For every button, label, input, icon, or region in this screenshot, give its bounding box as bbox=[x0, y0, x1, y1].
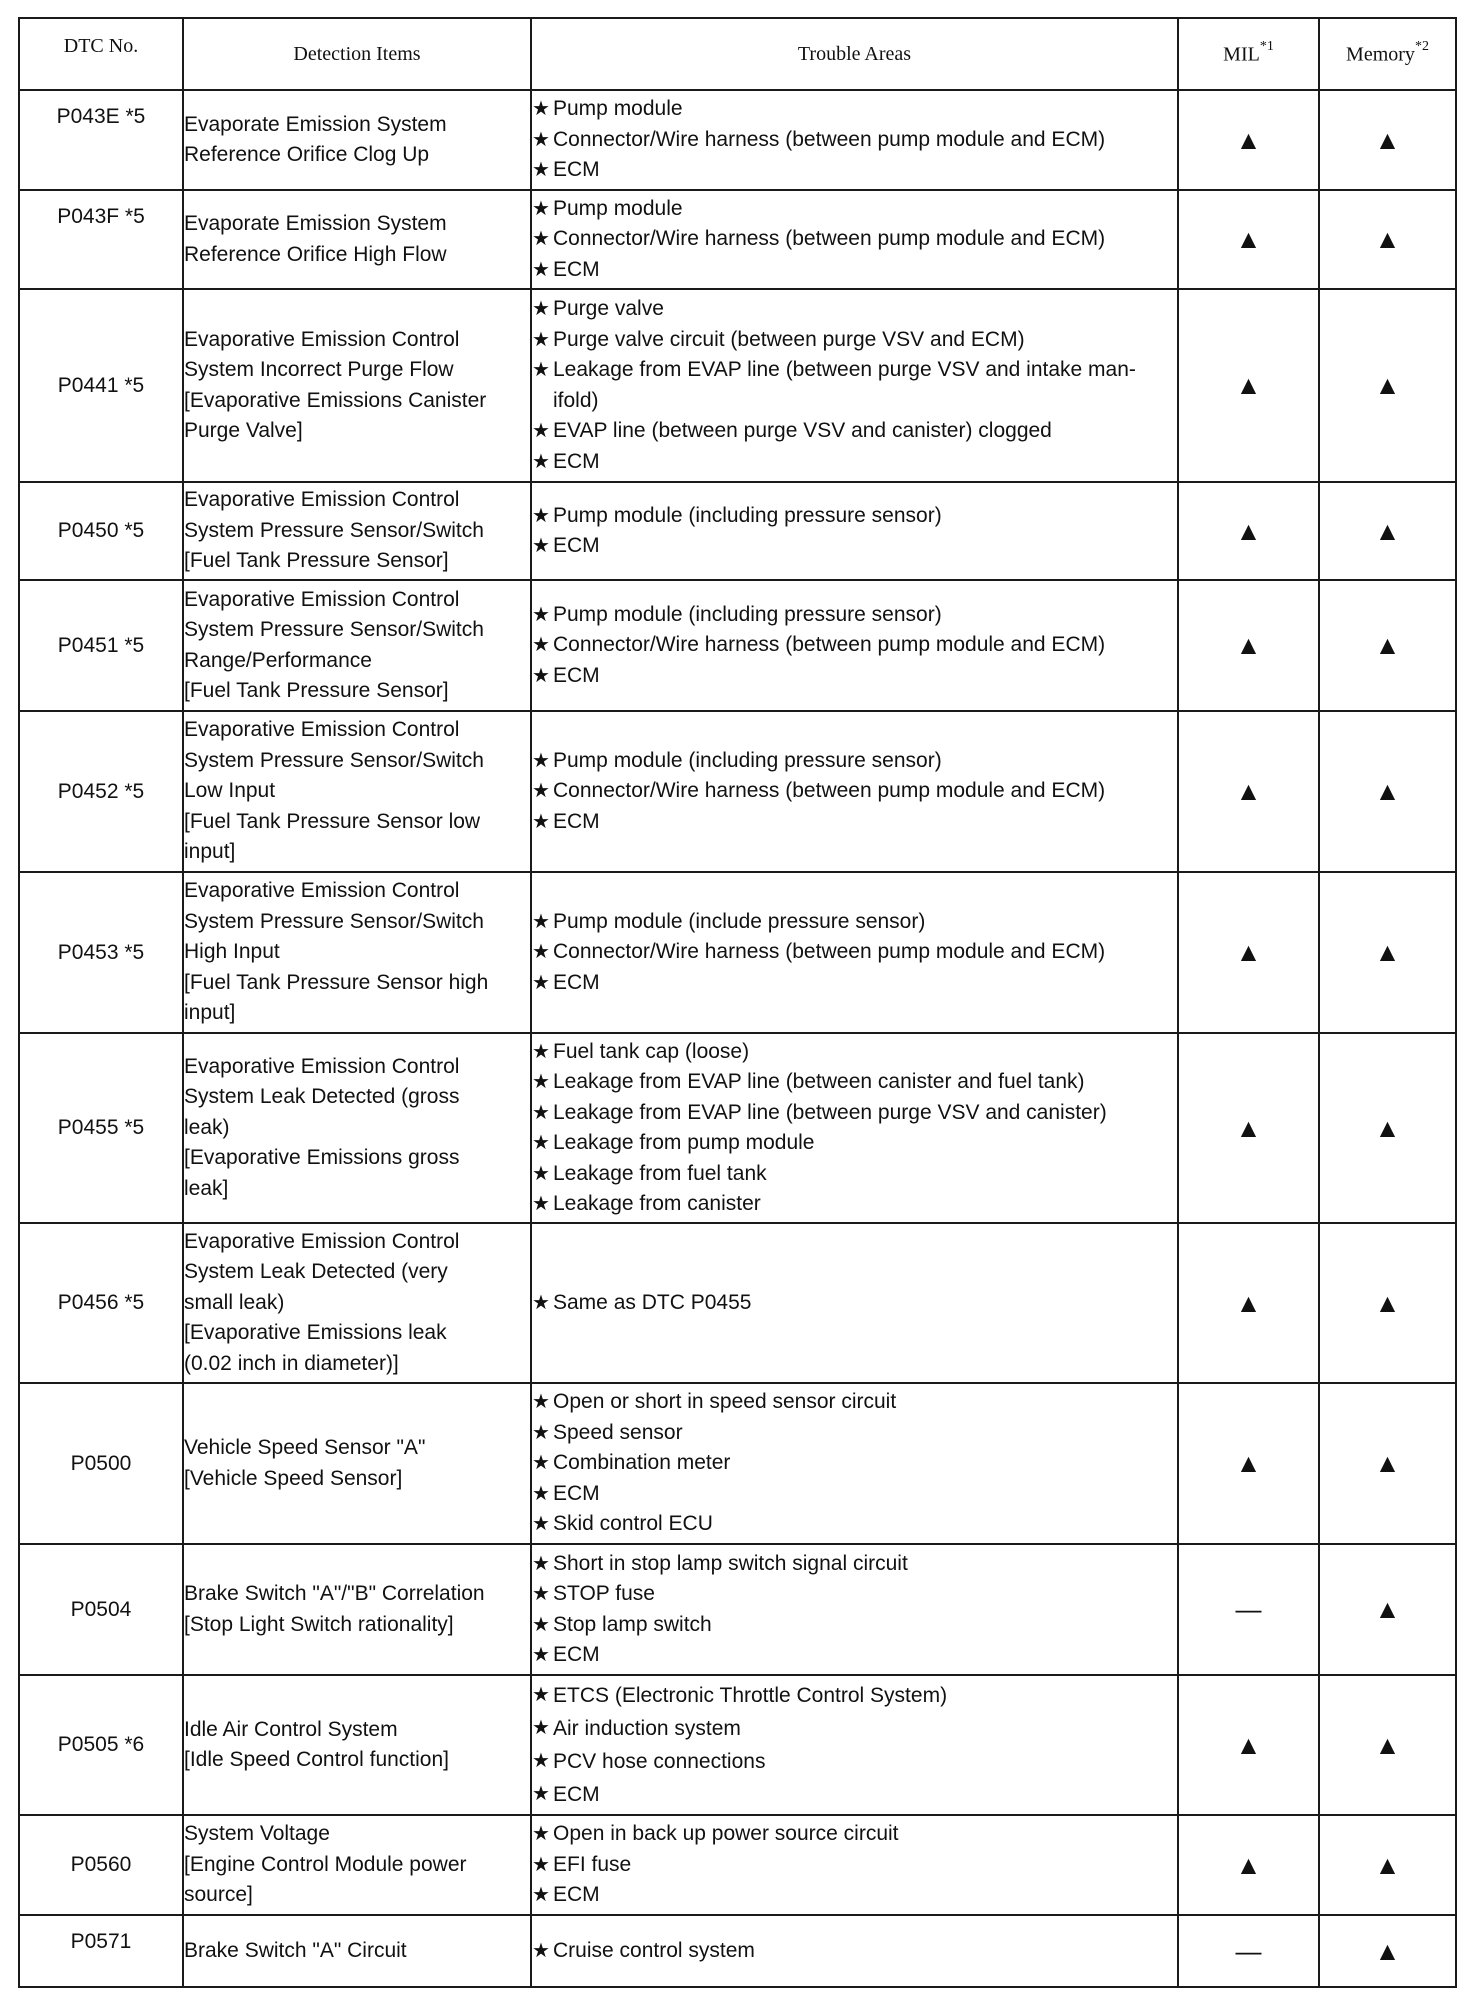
triangle-icon: ▲ bbox=[1235, 1849, 1262, 1880]
dtc-code: P0450 *5 bbox=[19, 482, 183, 580]
table-row bbox=[19, 482, 1456, 580]
detection-line: (0.02 inch in diameter)] bbox=[184, 1351, 399, 1375]
trouble-area-item: ★ Connector/Wire harness (between pump module and ECM) bbox=[532, 125, 1177, 156]
detection-line: [Idle Speed Control function] bbox=[184, 1748, 450, 1771]
triangle-icon: ▲ bbox=[1374, 224, 1401, 254]
triangle-icon: ▲ bbox=[1374, 1849, 1401, 1880]
table-row bbox=[19, 190, 1456, 289]
trouble-area-list bbox=[532, 1679, 1177, 1811]
detection-item bbox=[183, 289, 531, 482]
trouble-area-list bbox=[532, 94, 1177, 186]
detection-item bbox=[183, 1223, 531, 1383]
triangle-icon: ▲ bbox=[1235, 1287, 1262, 1318]
dash-icon: — bbox=[1235, 1594, 1262, 1624]
dtc-table bbox=[18, 17, 1457, 1988]
trouble-area-item: ★ Connector/Wire harness (between pump module and ECM) bbox=[532, 776, 1177, 807]
dtc-code: P0455 *5 bbox=[19, 1033, 183, 1223]
detection-line: Reference Orifice High Flow bbox=[184, 242, 447, 266]
trouble-area-item: ★ Leakage from fuel tank bbox=[532, 1159, 1177, 1190]
triangle-icon: ▲ bbox=[1374, 1112, 1401, 1143]
trouble-areas bbox=[531, 1544, 1178, 1675]
table-row bbox=[19, 1915, 1456, 1987]
memory-indicator bbox=[1319, 580, 1456, 711]
memory-footnote-ref: *2 bbox=[1414, 38, 1429, 54]
triangle-icon: ▲ bbox=[1374, 1287, 1401, 1318]
triangle-icon: ▲ bbox=[1235, 1448, 1262, 1478]
table-row bbox=[19, 1383, 1456, 1544]
trouble-areas bbox=[531, 580, 1178, 711]
mil-indicator bbox=[1178, 1033, 1319, 1223]
detection-line: High Input bbox=[184, 940, 280, 964]
trouble-area-item: ★ Short in stop lamp switch signal circuit bbox=[532, 1549, 1177, 1580]
detection-item bbox=[183, 482, 531, 580]
detection-line: Evaporative Emission Control bbox=[184, 488, 460, 512]
mil-indicator bbox=[1178, 1223, 1319, 1383]
triangle-icon: ▲ bbox=[1374, 630, 1401, 660]
trouble-area-item: ★ Open or short in speed sensor circuit bbox=[532, 1387, 1177, 1418]
triangle-icon: ▲ bbox=[1235, 370, 1262, 400]
trouble-area-list bbox=[532, 1037, 1177, 1220]
trouble-area-item: ★ Fuel tank cap (loose) bbox=[532, 1037, 1177, 1068]
table-row bbox=[19, 1033, 1456, 1223]
detection-line: Idle Air Control System bbox=[184, 1717, 398, 1741]
table-row bbox=[19, 580, 1456, 711]
trouble-areas bbox=[531, 190, 1178, 289]
mil-indicator bbox=[1178, 1675, 1319, 1815]
dtc-code: P0453 *5 bbox=[19, 872, 183, 1033]
mil-indicator bbox=[1178, 872, 1319, 1033]
detection-line: [Fuel Tank Pressure Sensor low bbox=[184, 809, 481, 833]
detection-line: leak) bbox=[184, 1115, 230, 1139]
memory-indicator bbox=[1319, 1815, 1456, 1915]
detection-line: Evaporative Emission Control bbox=[184, 1229, 460, 1253]
header-trouble-areas: Trouble Areas bbox=[531, 18, 1178, 90]
detection-line: System Leak Detected (gross bbox=[184, 1085, 460, 1109]
mil-indicator bbox=[1178, 190, 1319, 289]
trouble-area-item: ★ ETCS (Electronic Throttle Control System) bbox=[532, 1679, 1177, 1712]
mil-footnote-ref: *1 bbox=[1259, 38, 1274, 54]
detection-line: [Stop Light Switch rationality] bbox=[184, 1612, 454, 1636]
trouble-area-item: ★ ECM bbox=[532, 807, 1177, 838]
header-detection-items: Detection Items bbox=[183, 18, 531, 90]
trouble-area-item: ★ ECM bbox=[532, 447, 1177, 478]
mil-indicator bbox=[1178, 1915, 1319, 1987]
triangle-icon: ▲ bbox=[1374, 1729, 1401, 1760]
detection-line: System Pressure Sensor/Switch bbox=[184, 748, 484, 772]
detection-line: source] bbox=[184, 1883, 253, 1907]
mil-indicator bbox=[1178, 711, 1319, 872]
trouble-area-item: ★ Pump module (include pressure sensor) bbox=[532, 907, 1177, 938]
trouble-area-list bbox=[532, 501, 1177, 562]
detection-line: [Vehicle Speed Sensor] bbox=[184, 1466, 403, 1490]
detection-line: Evaporative Emission Control bbox=[184, 587, 460, 611]
dtc-code: P0504 bbox=[19, 1544, 183, 1675]
trouble-areas bbox=[531, 1675, 1178, 1815]
trouble-area-item: ★ Connector/Wire harness (between pump module and ECM) bbox=[532, 937, 1177, 968]
trouble-area-item: ★ ECM bbox=[532, 155, 1177, 186]
trouble-area-item: ★ Connector/Wire harness (between pump module and ECM) bbox=[532, 630, 1177, 661]
trouble-area-item: ★ Open in back up power source circuit bbox=[532, 1819, 1177, 1850]
detection-line: input] bbox=[184, 1001, 236, 1025]
trouble-area-list bbox=[532, 907, 1177, 999]
memory-indicator bbox=[1319, 1915, 1456, 1987]
trouble-area-item: ★ Speed sensor bbox=[532, 1418, 1177, 1449]
memory-indicator bbox=[1319, 1544, 1456, 1675]
memory-indicator bbox=[1319, 872, 1456, 1033]
dtc-code: P0560 bbox=[19, 1815, 183, 1915]
detection-item bbox=[183, 711, 531, 872]
detection-item bbox=[183, 1675, 531, 1815]
trouble-area-item: ★ Pump module bbox=[532, 94, 1177, 125]
detection-line: Evaporate Emission System bbox=[184, 212, 447, 235]
trouble-area-item: ★ Pump module (including pressure sensor) bbox=[532, 746, 1177, 777]
trouble-area-item: ★ ECM bbox=[532, 968, 1177, 999]
detection-line: input] bbox=[184, 840, 236, 864]
trouble-area-list bbox=[532, 294, 1177, 477]
detection-item bbox=[183, 1815, 531, 1915]
dtc-code: P0456 *5 bbox=[19, 1223, 183, 1383]
trouble-area-item: ★ Leakage from pump module bbox=[532, 1128, 1177, 1159]
trouble-areas bbox=[531, 711, 1178, 872]
detection-line: System Incorrect Purge Flow bbox=[184, 358, 454, 381]
detection-line: System Pressure Sensor/Switch bbox=[184, 518, 484, 542]
trouble-areas bbox=[531, 90, 1178, 190]
trouble-area-item: ★ Same as DTC P0455 bbox=[532, 1288, 1177, 1319]
mil-indicator bbox=[1178, 482, 1319, 580]
dtc-code: P0571 bbox=[19, 1915, 183, 1987]
trouble-areas bbox=[531, 1223, 1178, 1383]
trouble-area-item: ★ Cruise control system bbox=[532, 1936, 1177, 1967]
trouble-area-item: ★ Stop lamp switch bbox=[532, 1610, 1177, 1641]
trouble-area-item: ★ ECM bbox=[532, 1640, 1177, 1671]
dtc-code: P0441 *5 bbox=[19, 289, 183, 482]
dtc-code: P0451 *5 bbox=[19, 580, 183, 711]
detection-line: [Fuel Tank Pressure Sensor] bbox=[184, 679, 449, 702]
detection-line: Evaporative Emission Control bbox=[184, 327, 460, 351]
trouble-area-item: ★ Pump module (including pressure sensor) bbox=[532, 501, 1177, 532]
mil-indicator bbox=[1178, 1383, 1319, 1544]
table-row bbox=[19, 1544, 1456, 1675]
trouble-area-list bbox=[532, 1387, 1177, 1540]
memory-indicator bbox=[1319, 190, 1456, 289]
table-row bbox=[19, 1223, 1456, 1383]
trouble-area-item: ★ ECM bbox=[532, 1778, 1177, 1811]
memory-indicator bbox=[1319, 1223, 1456, 1383]
trouble-area-item: ★ EVAP line (between purge VSV and canister) clogged bbox=[532, 416, 1177, 447]
memory-indicator bbox=[1319, 289, 1456, 482]
header-row bbox=[19, 18, 1456, 90]
detection-line: Reference Orifice Clog Up bbox=[184, 143, 430, 166]
trouble-areas bbox=[531, 1915, 1178, 1987]
table-row bbox=[19, 289, 1456, 482]
table-row bbox=[19, 1675, 1456, 1815]
memory-indicator bbox=[1319, 711, 1456, 872]
trouble-areas bbox=[531, 1033, 1178, 1223]
triangle-icon: ▲ bbox=[1235, 776, 1262, 806]
trouble-area-item: ★ STOP fuse bbox=[532, 1579, 1177, 1610]
detection-line: [Evaporative Emissions leak bbox=[184, 1321, 447, 1345]
detection-line: System Leak Detected (very bbox=[184, 1260, 448, 1284]
trouble-areas bbox=[531, 1383, 1178, 1544]
trouble-area-item: ★ ECM bbox=[532, 255, 1177, 286]
table-row bbox=[19, 711, 1456, 872]
triangle-icon: ▲ bbox=[1374, 1594, 1401, 1624]
triangle-icon: ▲ bbox=[1235, 124, 1262, 155]
triangle-icon: ▲ bbox=[1235, 1112, 1262, 1143]
header-dtc-no: DTC No. bbox=[19, 18, 183, 90]
detection-item bbox=[183, 872, 531, 1033]
trouble-area-item: ★ EFI fuse bbox=[532, 1850, 1177, 1881]
triangle-icon: ▲ bbox=[1235, 224, 1262, 254]
detection-item bbox=[183, 1383, 531, 1544]
trouble-area-list bbox=[532, 194, 1177, 286]
detection-line: Vehicle Speed Sensor "A" bbox=[184, 1436, 426, 1459]
detection-line: Low Input bbox=[184, 779, 276, 803]
trouble-area-list bbox=[532, 746, 1177, 838]
detection-line: [Fuel Tank Pressure Sensor high bbox=[184, 970, 489, 994]
trouble-area-item: ★ Purge valve circuit (between purge VSV and ECM) bbox=[532, 325, 1177, 356]
detection-item bbox=[183, 580, 531, 711]
table-row bbox=[19, 90, 1456, 190]
detection-line: Brake Switch "A"/"B" Correlation bbox=[184, 1582, 485, 1605]
detection-line: Evaporative Emission Control bbox=[184, 718, 460, 742]
trouble-area-item: ★ Leakage from canister bbox=[532, 1189, 1177, 1220]
trouble-area-list bbox=[532, 1936, 1177, 1967]
dtc-code: P043F *5 bbox=[19, 190, 183, 289]
detection-item bbox=[183, 90, 531, 190]
triangle-icon: ▲ bbox=[1374, 937, 1401, 967]
trouble-area-list bbox=[532, 1288, 1177, 1319]
trouble-area-item: ★ Leakage from EVAP line (between purge VSV and canister) bbox=[532, 1098, 1177, 1129]
trouble-areas bbox=[531, 289, 1178, 482]
trouble-area-item: ★ Leakage from EVAP line (between canister and fuel tank) bbox=[532, 1067, 1177, 1098]
triangle-icon: ▲ bbox=[1235, 1729, 1262, 1760]
memory-indicator bbox=[1319, 1675, 1456, 1815]
detection-line: Purge Valve] bbox=[184, 419, 303, 442]
detection-line: Brake Switch "A" Circuit bbox=[184, 1938, 407, 1962]
dash-icon: — bbox=[1235, 1935, 1262, 1966]
trouble-area-item: ★ ECM bbox=[532, 661, 1177, 692]
trouble-area-item: ★ Purge valve bbox=[532, 294, 1177, 325]
trouble-areas bbox=[531, 1815, 1178, 1915]
triangle-icon: ▲ bbox=[1374, 370, 1401, 400]
trouble-area-item: ★ Connector/Wire harness (between pump module and ECM) bbox=[532, 224, 1177, 255]
dtc-code: P043E *5 bbox=[19, 90, 183, 190]
mil-indicator bbox=[1178, 1815, 1319, 1915]
header-memory: Memory$^{*2}$ bbox=[1319, 18, 1456, 90]
table-row bbox=[19, 1815, 1456, 1915]
detection-line: System Pressure Sensor/Switch bbox=[184, 618, 484, 641]
mil-indicator bbox=[1178, 289, 1319, 482]
mil-indicator bbox=[1178, 1544, 1319, 1675]
detection-line: leak] bbox=[184, 1176, 229, 1200]
triangle-icon: ▲ bbox=[1374, 776, 1401, 806]
detection-line: small leak) bbox=[184, 1290, 285, 1314]
detection-line: Evaporate Emission System bbox=[184, 112, 447, 136]
detection-line: [Fuel Tank Pressure Sensor] bbox=[184, 549, 449, 573]
triangle-icon: ▲ bbox=[1374, 515, 1401, 546]
trouble-area-item: ★ Pump module (including pressure sensor) bbox=[532, 600, 1177, 631]
detection-line: System Pressure Sensor/Switch bbox=[184, 909, 484, 933]
mil-indicator bbox=[1178, 580, 1319, 711]
trouble-areas bbox=[531, 872, 1178, 1033]
dtc-code: P0505 *6 bbox=[19, 1675, 183, 1815]
header-mil: MIL$^{*1}$ bbox=[1178, 18, 1319, 90]
triangle-icon: ▲ bbox=[1374, 1935, 1401, 1966]
detection-item bbox=[183, 1033, 531, 1223]
triangle-icon: ▲ bbox=[1374, 124, 1401, 155]
memory-indicator bbox=[1319, 1383, 1456, 1544]
detection-item bbox=[183, 1915, 531, 1987]
detection-line: Evaporative Emission Control bbox=[184, 1054, 460, 1078]
trouble-area-list bbox=[532, 1819, 1177, 1911]
trouble-area-item: ★ Skid control ECU bbox=[532, 1509, 1177, 1540]
mil-indicator bbox=[1178, 90, 1319, 190]
detection-item bbox=[183, 190, 531, 289]
triangle-icon: ▲ bbox=[1235, 630, 1262, 660]
detection-line: [Engine Control Module power bbox=[184, 1852, 467, 1876]
memory-indicator bbox=[1319, 90, 1456, 190]
trouble-area-item: ★ ECM bbox=[532, 1880, 1177, 1911]
detection-line: [Evaporative Emissions gross bbox=[184, 1146, 460, 1170]
dtc-code: P0452 *5 bbox=[19, 711, 183, 872]
trouble-area-list bbox=[532, 1549, 1177, 1671]
trouble-area-item: ★ Air induction system bbox=[532, 1712, 1177, 1745]
trouble-areas bbox=[531, 482, 1178, 580]
triangle-icon: ▲ bbox=[1374, 1448, 1401, 1478]
trouble-area-item: ★ Combination meter bbox=[532, 1448, 1177, 1479]
trouble-area-list bbox=[532, 600, 1177, 692]
trouble-area-item: ★ ECM bbox=[532, 1479, 1177, 1510]
trouble-area-item: ★ PCV hose connections bbox=[532, 1745, 1177, 1778]
detection-line: Range/Performance bbox=[184, 648, 372, 672]
detection-line: Evaporative Emission Control bbox=[184, 879, 460, 903]
table-row bbox=[19, 872, 1456, 1033]
detection-line: [Evaporative Emissions Canister bbox=[184, 388, 487, 412]
memory-indicator bbox=[1319, 482, 1456, 580]
trouble-area-item: ★ ECM bbox=[532, 531, 1177, 562]
triangle-icon: ▲ bbox=[1235, 515, 1262, 546]
trouble-area-item: ★ Pump module bbox=[532, 194, 1177, 225]
trouble-area-item: ★ Leakage from EVAP line (between purge VSV and intake man- ifold) bbox=[532, 355, 1177, 416]
dtc-code: P0500 bbox=[19, 1383, 183, 1544]
triangle-icon: ▲ bbox=[1235, 937, 1262, 967]
detection-item bbox=[183, 1544, 531, 1675]
memory-indicator bbox=[1319, 1033, 1456, 1223]
detection-line: System Voltage bbox=[184, 1822, 330, 1846]
